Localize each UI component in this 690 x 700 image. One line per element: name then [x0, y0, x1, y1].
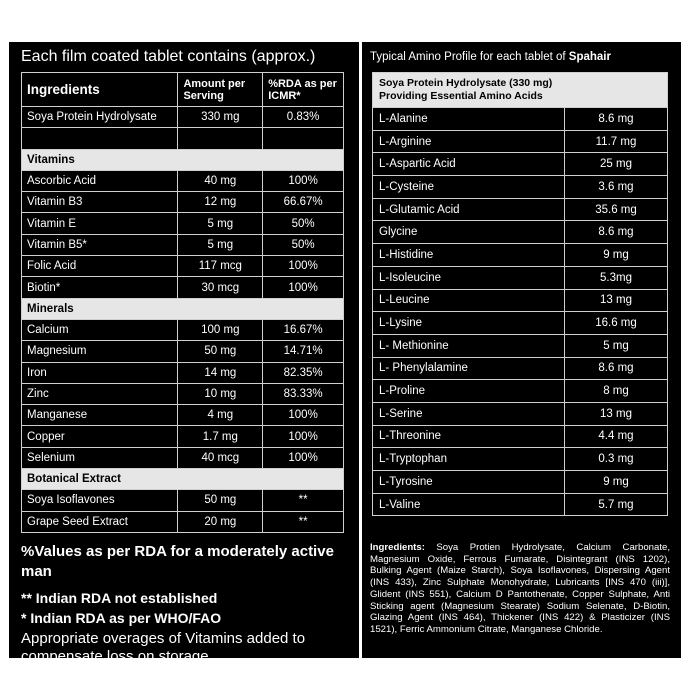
- amino-name: L-Leucine: [373, 289, 565, 312]
- brand-name: Spahair: [568, 51, 611, 63]
- amino-name: L-Cysteine: [373, 176, 565, 199]
- row-name: Zinc: [22, 383, 178, 404]
- row-name: Grape Seed Extract: [22, 511, 178, 532]
- row-name: Vitamin B3: [22, 192, 178, 213]
- amino-value: 0.3 mg: [565, 448, 668, 471]
- row-amount: 10 mg: [178, 383, 263, 404]
- row-rda: **: [263, 490, 344, 511]
- row-rda: 100%: [263, 447, 344, 468]
- amino-row: [373, 289, 668, 312]
- section-label: Botanical Extract: [22, 469, 344, 490]
- row-rda: 100%: [263, 170, 344, 191]
- row-rda: 100%: [263, 277, 344, 298]
- amino-row: [373, 493, 668, 516]
- row-rda: 50%: [263, 234, 344, 255]
- table-row: [22, 192, 344, 213]
- amino-row: [373, 425, 668, 448]
- amino-header-line2: Providing Essential Amino Acids: [379, 90, 543, 102]
- row-name: Soya Protein Hydrolysate: [22, 107, 178, 128]
- amino-value: 3.6 mg: [565, 176, 668, 199]
- amino-header: [373, 73, 668, 108]
- row-amount: 30 mcg: [178, 277, 263, 298]
- amino-row: [373, 357, 668, 380]
- row-name: Vitamin E: [22, 213, 178, 234]
- row-rda: 50%: [263, 213, 344, 234]
- amino-value: 8 mg: [565, 380, 668, 403]
- row-rda: 100%: [263, 426, 344, 447]
- right-panel: [362, 42, 681, 658]
- ingredients-text: Soya Protien Hydrolysate, Calcium Carbonate, Magnesium Oxide, Ferrous Fumarate, Disintegrant (INS 1202), Bulking Agent (Maize Starch), Soya Isoflavones, Dispersing Agent (INS 433), Zinc Sulphate Monohydrate, Lubricants [INS 470 (iii)], Glident (INS 551), Calcium D Pantothenate, Copper Sulphate, Anti Sticking agent (Magnesium Stearate) Sodium Selenate, D-Biotin, Glazing Agent (INS 464), Thickener (INS 422) & Plasticizer (INS 1521), Ferric Ammonium Citrate, Manganese Chloride.: [370, 542, 670, 635]
- table-row: [22, 362, 344, 383]
- row-name: Magnesium: [22, 341, 178, 362]
- amino-value: 11.7 mg: [565, 130, 668, 153]
- note-indian-rda: ** Indian RDA not established: [21, 590, 218, 606]
- row-amount: 50 mg: [178, 490, 263, 511]
- row-name: Copper: [22, 426, 178, 447]
- row-name: Ascorbic Acid: [22, 170, 178, 191]
- amino-name: L-Glutamic Acid: [373, 198, 565, 221]
- row-rda: 100%: [263, 405, 344, 426]
- amino-header-line1: Soya Protein Hydrolysate (330 mg): [379, 77, 553, 89]
- header-amount: Amount per Serving: [178, 73, 263, 107]
- vitamins-rows: [22, 170, 344, 298]
- amino-value: 5.7 mg: [565, 493, 668, 516]
- amino-name: L- Phenylalamine: [373, 357, 565, 380]
- amino-value: 25 mg: [565, 153, 668, 176]
- row-amount: 5 mg: [178, 213, 263, 234]
- header-rda: %RDA as per ICMR*: [263, 73, 344, 107]
- amino-value: 13 mg: [565, 402, 668, 425]
- row-name: Vitamin B5*: [22, 234, 178, 255]
- note-who-fao: * Indian RDA as per WHO/FAO: [21, 610, 222, 626]
- row-rda: 16.67%: [263, 319, 344, 340]
- table-row: [22, 341, 344, 362]
- amino-name: Glycine: [373, 221, 565, 244]
- amino-value: 5.3mg: [565, 266, 668, 289]
- table-row: [22, 490, 344, 511]
- row-amount: 20 mg: [178, 511, 263, 532]
- amino-row: [373, 266, 668, 289]
- row-name: Calcium: [22, 319, 178, 340]
- row-amount: 100 mg: [178, 319, 263, 340]
- section-label: Minerals: [22, 298, 344, 319]
- table-row: [22, 234, 344, 255]
- amino-name: L-Arginine: [373, 130, 565, 153]
- row-name: Iron: [22, 362, 178, 383]
- amino-name: L-Tryptophan: [373, 448, 565, 471]
- row-rda: 82.35%: [263, 362, 344, 383]
- section-minerals: [22, 298, 344, 319]
- amino-name: L-Histidine: [373, 244, 565, 267]
- row-rda: 100%: [263, 256, 344, 277]
- amino-value: 5 mg: [565, 334, 668, 357]
- amino-name: L-Valine: [373, 493, 565, 516]
- footnotes: [21, 542, 357, 666]
- table-row: [22, 511, 344, 532]
- row-amount: 1.7 mg: [178, 426, 263, 447]
- table-row: [22, 213, 344, 234]
- table-row: [22, 426, 344, 447]
- amino-row: [373, 380, 668, 403]
- amino-name: L-Serine: [373, 402, 565, 425]
- amino-value: 8.6 mg: [565, 108, 668, 131]
- amino-value: 35.6 mg: [565, 198, 668, 221]
- row-amount: 50 mg: [178, 341, 263, 362]
- ingredients-list: [370, 542, 670, 636]
- row-amount: 117 mcg: [178, 256, 263, 277]
- table-row: [22, 319, 344, 340]
- amino-rows: [373, 108, 668, 516]
- minerals-rows: [22, 319, 344, 468]
- amino-value: 4.4 mg: [565, 425, 668, 448]
- amino-row: [373, 448, 668, 471]
- table-row: [22, 383, 344, 404]
- amino-name: L-Isoleucine: [373, 266, 565, 289]
- amino-value: 9 mg: [565, 244, 668, 267]
- table-row: [22, 107, 344, 128]
- amino-row: [373, 198, 668, 221]
- amino-name: L-Proline: [373, 380, 565, 403]
- amino-row: [373, 221, 668, 244]
- row-name: Selenium: [22, 447, 178, 468]
- amino-row: [373, 153, 668, 176]
- section-label: Vitamins: [22, 149, 344, 170]
- ingredients-label: Ingredients:: [370, 542, 425, 553]
- row-amount: 40 mg: [178, 170, 263, 191]
- header-ingredients: Ingredients: [22, 73, 178, 107]
- botanical-rows: [22, 490, 344, 533]
- table-row: [22, 447, 344, 468]
- amino-header-cell: [373, 73, 668, 108]
- amino-name: L-Threonine: [373, 425, 565, 448]
- amino-name: L- Methionine: [373, 334, 565, 357]
- amino-name: L-Lysine: [373, 312, 565, 335]
- left-title: Each film coated tablet contains (approx.): [21, 48, 316, 65]
- row-amount: 40 mcg: [178, 447, 263, 468]
- section-vitamins: [22, 149, 344, 170]
- amino-name: L-Tyrosine: [373, 471, 565, 494]
- amino-name: L-Aspartic Acid: [373, 153, 565, 176]
- table-row: [22, 170, 344, 191]
- note-overages: Appropriate overages of Vitamins added to compensate loss on storage.: [21, 630, 306, 665]
- amino-row: [373, 402, 668, 425]
- row-name: Soya Isoflavones: [22, 490, 178, 511]
- amino-row: [373, 312, 668, 335]
- left-panel: [9, 42, 359, 665]
- row-rda: **: [263, 511, 344, 532]
- amino-table: [372, 72, 668, 516]
- amino-value: 16.6 mg: [565, 312, 668, 335]
- row-rda: 83.33%: [263, 383, 344, 404]
- row-amount: 4 mg: [178, 405, 263, 426]
- amino-value: 13 mg: [565, 289, 668, 312]
- amino-row: [373, 471, 668, 494]
- amino-row: [373, 244, 668, 267]
- amino-value: 8.6 mg: [565, 357, 668, 380]
- note-rda-basis: %Values as per RDA for a moderately active man: [21, 543, 334, 580]
- table-header: [22, 73, 344, 107]
- nutrition-table: [21, 72, 344, 533]
- table-row: [22, 256, 344, 277]
- row-name: Folic Acid: [22, 256, 178, 277]
- row-amount: 330 mg: [178, 107, 263, 128]
- amino-value: 9 mg: [565, 471, 668, 494]
- section-botanical: [22, 469, 344, 490]
- row-rda: 66.67%: [263, 192, 344, 213]
- amino-row: [373, 130, 668, 153]
- row-amount: 5 mg: [178, 234, 263, 255]
- amino-row: [373, 176, 668, 199]
- row-name: Biotin*: [22, 277, 178, 298]
- blank-row: [22, 128, 344, 149]
- amino-title: [370, 51, 611, 63]
- row-rda: 14.71%: [263, 341, 344, 362]
- table-row: [22, 405, 344, 426]
- table-row: [22, 277, 344, 298]
- amino-title-prefix: Typical Amino Profile for each tablet of: [370, 51, 569, 63]
- row-amount: 12 mg: [178, 192, 263, 213]
- amino-name: L-Alanine: [373, 108, 565, 131]
- row-rda: 0.83%: [263, 107, 344, 128]
- row-name: Manganese: [22, 405, 178, 426]
- amino-row: [373, 334, 668, 357]
- amino-value: 8.6 mg: [565, 221, 668, 244]
- amino-row: [373, 108, 668, 131]
- row-amount: 14 mg: [178, 362, 263, 383]
